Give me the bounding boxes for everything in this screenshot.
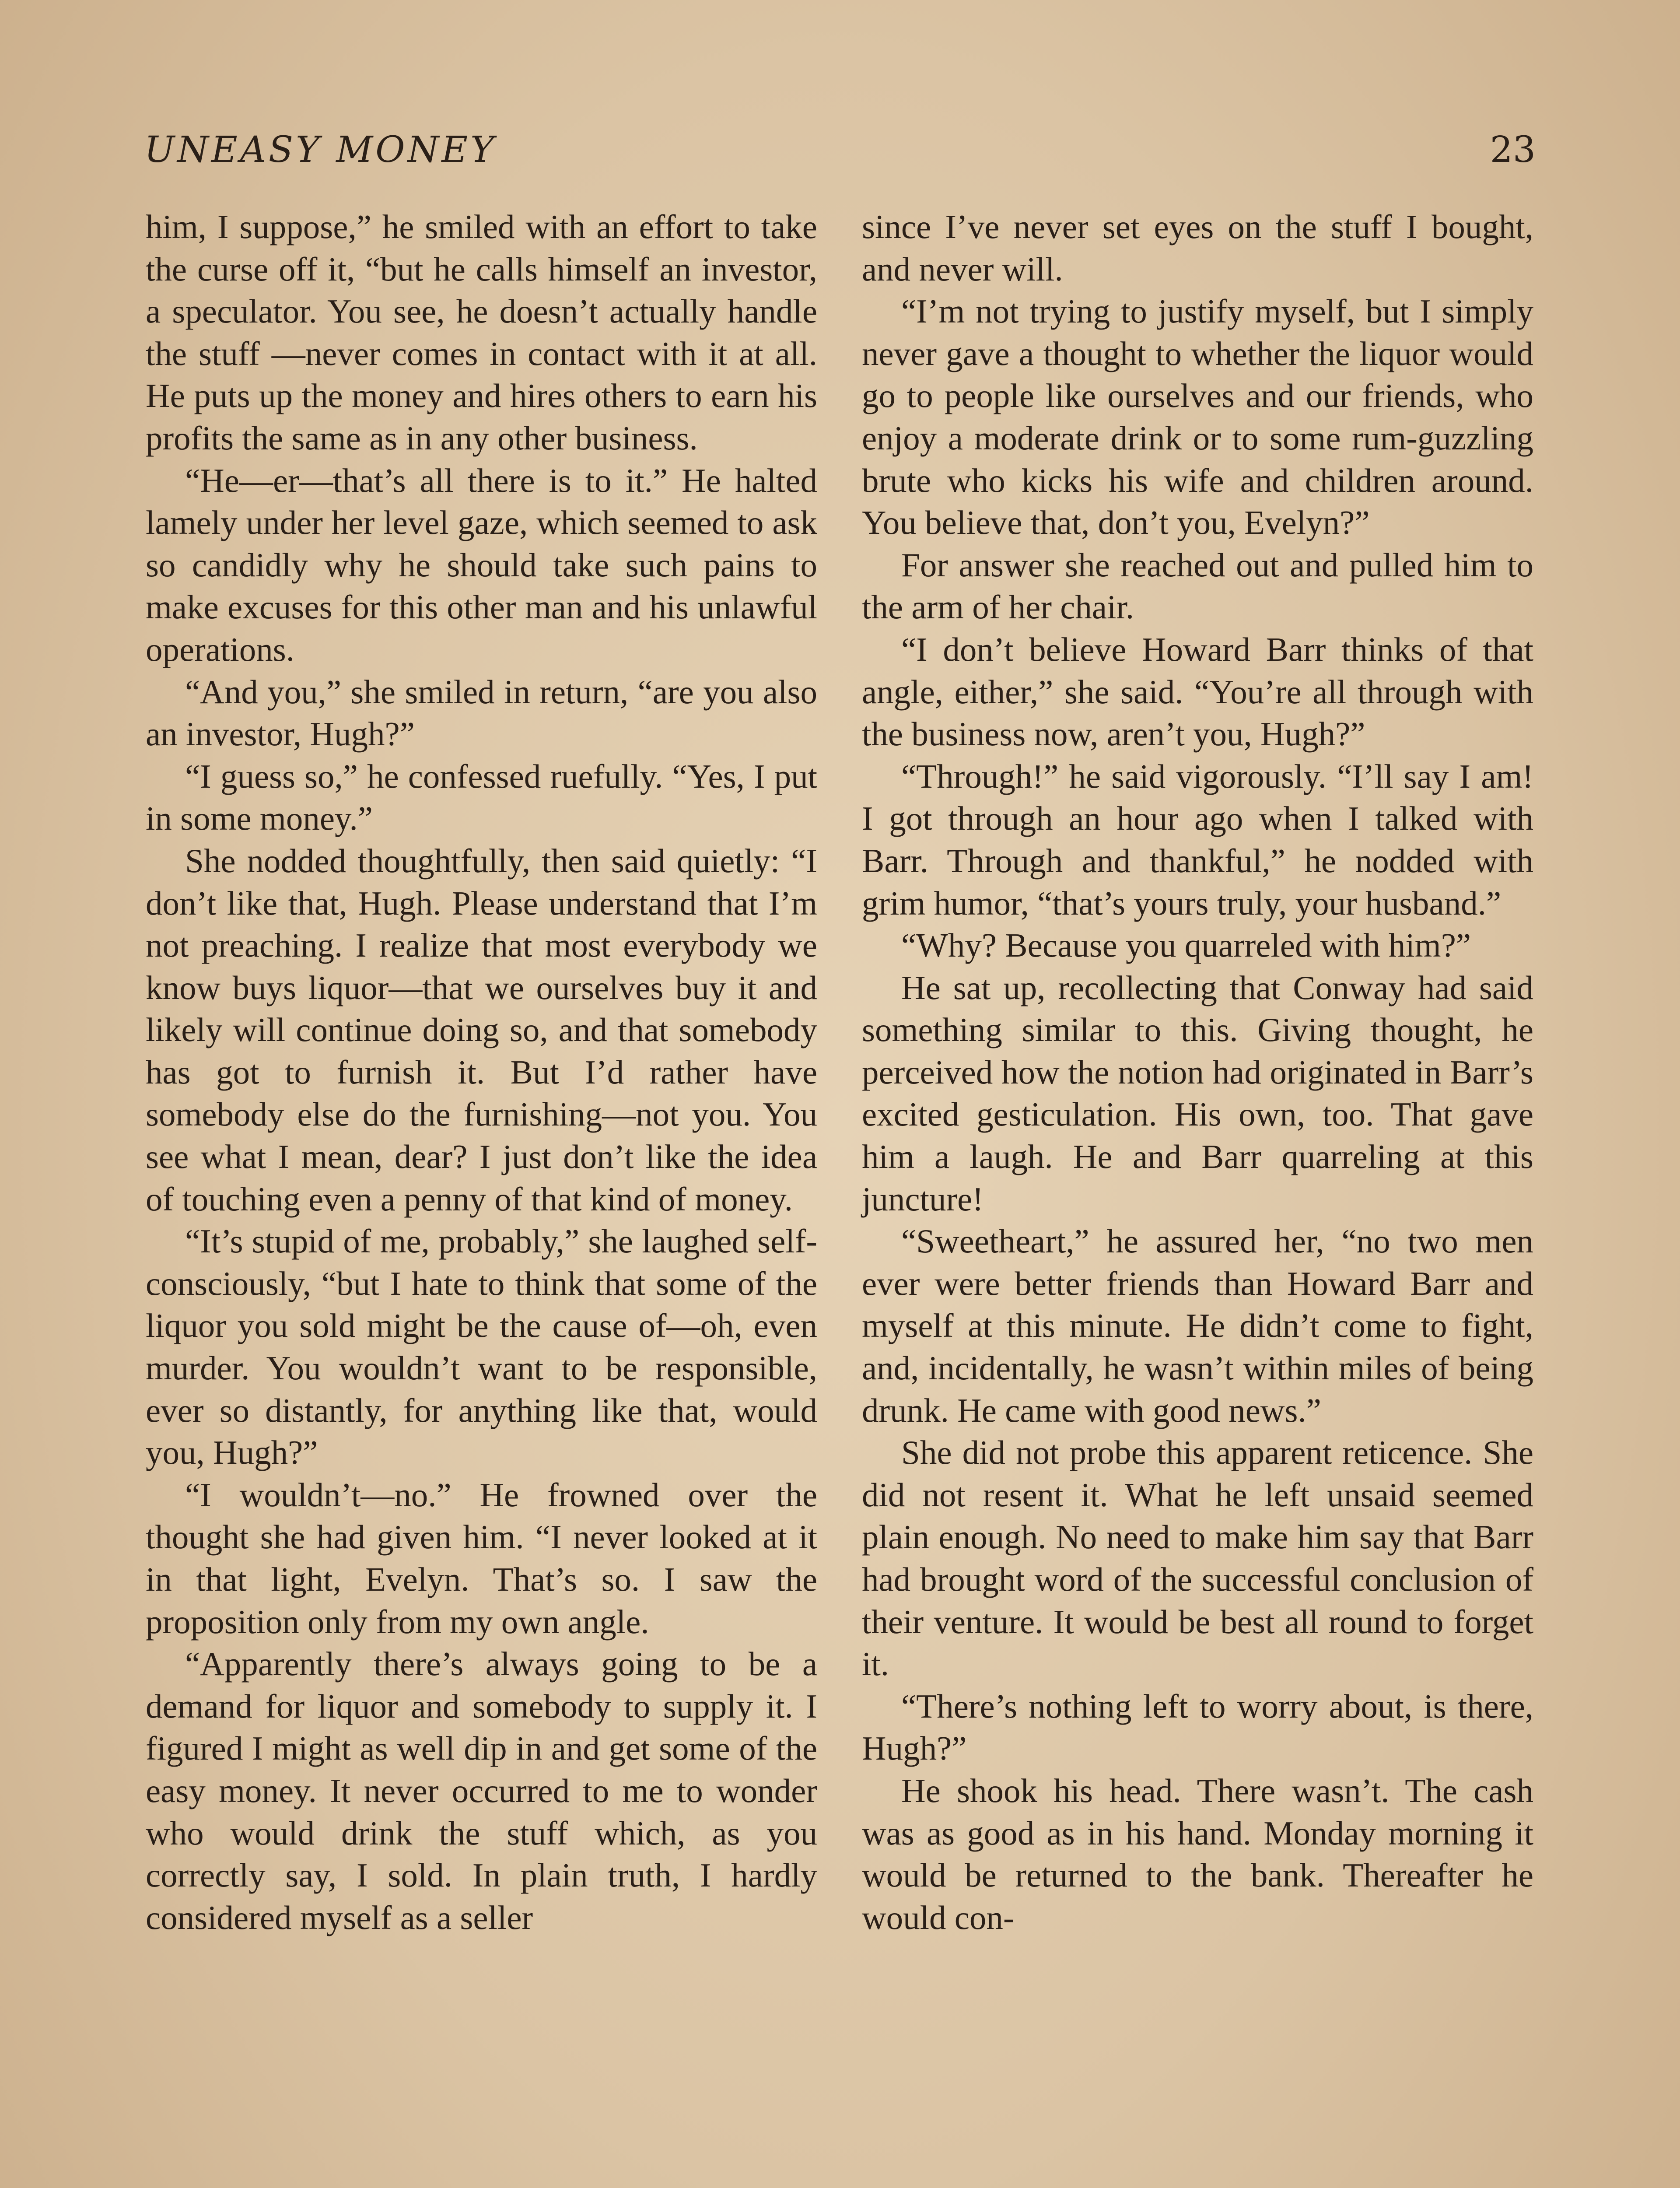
paragraph: He sat up, recollecting that Conway had said something similar to this. Giving thought, he perceived how the notion had originated in Barr’s excited gesticulation. His own, too. That gave him a laugh. He and Barr quarreling at this juncture! bbox=[862, 968, 1533, 1218]
paragraph: “I wouldn’t—no.” He frowned over the thought she had given him. “I never looked at it in that light, Evelyn. That’s so. I saw the proposition only from my own angle. bbox=[146, 1476, 817, 1641]
paragraph: “He—er—that’s all there is to it.” He halted lamely under her level gaze, which seemed to ask so candidly why he should take such pains to make excuses for this other man and his unlawful operations. bbox=[146, 461, 817, 668]
paragraph: “I’m not trying to justify myself, but I simply never gave a thought to whether the liquor would go to people like ourselves and our friends, who enjoy a moderate drink or to some rum-guzzling brute who kicks his wife and children around. You believe that, don’t you, Evelyn?” bbox=[862, 292, 1533, 542]
paragraph: “I don’t believe Howard Barr thinks of that angle, either,” she said. “You’re all through with the business now, aren’t you, Hugh?” bbox=[862, 630, 1533, 753]
paragraph: him, I suppose,” he smiled with an effort to take the curse off it, “but he calls himself an investor, a speculator. You see, he doesn’t actually handle the stuff —never comes in contact with it at all. He puts up the money and hires others to earn his profits the same as in any other business. bbox=[146, 208, 817, 457]
paragraph: She did not probe this apparent reticence. She did not resent it. What he left unsaid seemed plain enough. No need to make him say that Barr had brought word of the successful conclusion of their venture. It would be best all round to forget it. bbox=[862, 1434, 1533, 1683]
page-header bbox=[144, 129, 1536, 182]
paragraph: She nodded thoughtfully, then said quietly: “I don’t like that, Hugh. Please understand that I’m not preaching. I realize that most everybody we know buys liquor—that we ourselves buy it and likely will continue doing so, and that somebody has got to furnish it. But I’d rather have somebody else do the furnishing—not you. You see what I mean, dear? I just don’t like the idea of touching even a penny of that kind of money. bbox=[146, 842, 817, 1218]
paragraph: “Why? Because you quarreled with him?” bbox=[901, 926, 1471, 964]
paragraph: “I guess so,” he confessed ruefully. “Yes, I put in some money.” bbox=[146, 757, 817, 838]
paragraph: “Through!” he said vigorously. “I’ll say I am! I got through an hour ago when I talked with Barr. Through and thankful,” he nodded with grim humor, “that’s yours truly, your husband.” bbox=[862, 757, 1533, 922]
right-column bbox=[862, 206, 1533, 1939]
page-number: 23 bbox=[1490, 129, 1536, 171]
paragraph: “There’s nothing left to worry about, is there, Hugh?” bbox=[862, 1687, 1533, 1767]
paragraph: “It’s stupid of me, probably,” she laughed self-consciously, “but I hate to think that some of the liquor you sold might be the cause of—oh, even murder. You wouldn’t want to be responsible, ever so distantly, for anything like that, would you, Hugh?” bbox=[146, 1222, 817, 1472]
paragraph: “Apparently there’s always going to be a demand for liquor and somebody to supply it. I figured I might as well dip in and get some of the easy money. It never occurred to me to wonder who would drink the stuff which, as you correctly say, I sold. In plain truth, I hardly considered myself as a seller bbox=[146, 1645, 817, 1936]
paragraph: He shook his head. There wasn’t. The cash was as good as in his hand. Monday morning it would be returned to the bank. Thereafter he would con- bbox=[862, 1771, 1533, 1936]
paragraph: “And you,” she smiled in return, “are you also an investor, Hugh?” bbox=[146, 673, 817, 753]
paragraph: For answer she reached out and pulled him to the arm of her chair. bbox=[862, 546, 1533, 626]
paragraph: “Sweetheart,” he assured her, “no two men ever were better friends than Howard Barr and myself at this minute. He didn’t come to fight, and, incidentally, he wasn’t within miles of being drunk. He came with good news.” bbox=[862, 1222, 1533, 1429]
running-title: UNEASY MONEY bbox=[144, 129, 497, 171]
left-column bbox=[146, 206, 817, 1939]
paragraph: since I’ve never set eyes on the stuff I bought, and never will. bbox=[862, 208, 1533, 288]
